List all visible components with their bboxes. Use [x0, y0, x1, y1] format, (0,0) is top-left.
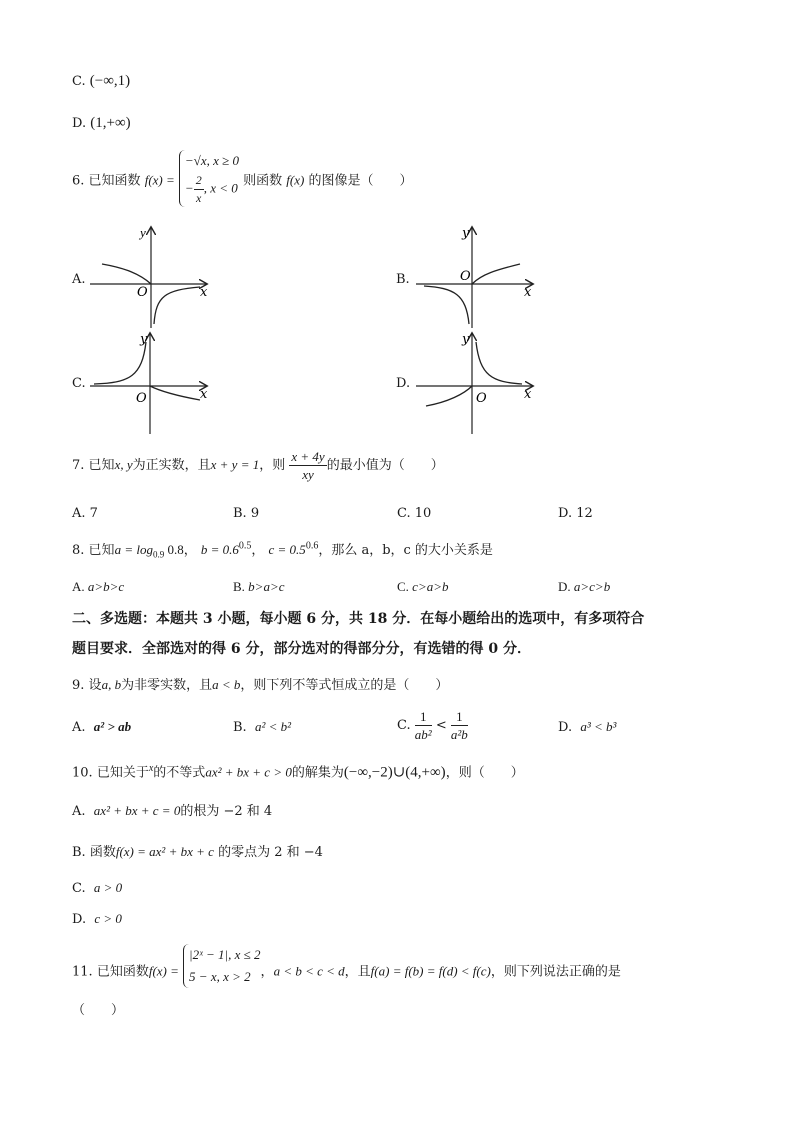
q9-option-b: B. a² < b²	[233, 719, 292, 735]
axis-label-x: x	[200, 387, 208, 402]
q10-option-a: A. ax² + bx + c = 0的根为 −2 和 4	[72, 803, 273, 819]
q10-option-c: C. a > 0	[72, 880, 123, 896]
q9-option-c: C. $\frac{1}{\text{ab²}}$ < $\frac{1}{\text{a²b}}$	[397, 709, 468, 742]
q9-option-a: A. a² > ab	[72, 719, 132, 735]
q7-option-d: D. 12	[558, 506, 593, 521]
q8-option-a: A. a>b>c	[72, 579, 125, 594]
q5-option-d	[72, 114, 131, 133]
q8-option-b: B. b>a>c	[233, 579, 285, 594]
q6-graph-c	[90, 330, 220, 435]
piecewise-definition: −√x, x ≥ 0 − $\frac{2}{x}$ , x < 0	[179, 150, 239, 211]
q8-option-d: D. a>c>b	[558, 579, 611, 594]
q6-option-c-label: C.	[72, 376, 86, 391]
q6-graph-d	[416, 330, 546, 435]
q9-option-d: D. a³ < b³	[558, 719, 617, 735]
axis-label-y: y	[462, 226, 470, 241]
option-label: D.	[72, 116, 87, 131]
section-heading: 二、多选题：本题共 3 小题，每小题 6 分，共 18 分．在每小题给出的选项中，有多项符合	[72, 611, 645, 627]
q6-option-b-label: B.	[396, 272, 410, 287]
q7-stem: 7. 已知x, y为正实数，且x + y = 1，则 $\frac{x + 4y}{xy}$ 的最小值为（ ）	[72, 449, 444, 482]
q9-stem: 9. 设a, b为非零实数，且a < b，则下列不等式恒成立的是（ ）	[72, 677, 449, 693]
option-label: C.	[72, 74, 86, 89]
q7-option-a: A. 7	[72, 506, 98, 521]
curve-right	[150, 386, 200, 400]
q6-option-d-label: D.	[396, 376, 411, 391]
section-instructions: 题目要求．全部选对的得 6 分，部分选对的得部分分，有选错的得 0 分．	[72, 641, 531, 657]
q11-answer-paren: （ ）	[72, 1003, 125, 1018]
axis-label-x: x	[524, 387, 532, 402]
q6-option-a-label: A.	[72, 272, 86, 287]
q6-stem: 6. 已知函数 f(x) = −√x, x ≥ 0 − $\frac{2}{x}$ , x < 0 则函数 f(x) 的图像是（ ）	[72, 150, 413, 211]
curve-left	[424, 286, 469, 324]
curve-right	[154, 287, 200, 324]
fraction: $\frac{x + 4y}{xy}$	[291, 449, 325, 482]
q10-stem: 10. 已知关于$^x$的不等式ax² + bx + c > 0的解集为(−∞,−2)∪(4,+∞)，则（ ）	[72, 763, 524, 781]
q7-option-c: C. 10	[397, 506, 432, 521]
curve-left	[102, 264, 151, 284]
q8-option-c: C. c>a>b	[397, 579, 449, 594]
curve-left	[426, 386, 472, 406]
curve-right	[476, 342, 522, 384]
origin-label: O	[136, 391, 147, 406]
q8-stem: 8. 已知$a = \log_{0.9} 0.8$， $b = 0.6^{0.5}$， $c = 0.5^{0.6}$，那么 a，b，c 的大小关系是	[72, 540, 493, 560]
option-value: (1,+∞)	[90, 115, 131, 131]
option-value: (−∞,1)	[89, 73, 131, 89]
origin-label: O	[137, 285, 148, 300]
axis-label-x: x	[524, 285, 532, 300]
axis-label-y: y	[140, 332, 148, 347]
axis-label-y: y	[462, 332, 470, 347]
q5-option-c	[72, 72, 130, 91]
q11-stem: 11. 已知函数f(x) = |2ˣ − 1|, x ≤ 2 5 − x, x > 2 ，a < b < c < d，且f(a) = f(b) = f(d) < f(c)，则下列说法正确的是	[72, 944, 621, 1000]
origin-label: O	[476, 391, 487, 406]
q10-option-d: D. c > 0	[72, 911, 122, 927]
axis-label-x: x	[200, 285, 208, 300]
q10-option-b: B. 函数f(x) = ax² + bx + c 的零点为 2 和 −4	[72, 844, 323, 860]
origin-label: O	[460, 269, 471, 284]
curve-right	[472, 264, 520, 284]
piecewise-definition: |2ˣ − 1|, x ≤ 2 5 − x, x > 2	[183, 944, 261, 1000]
q6-graph-b	[416, 224, 546, 329]
axis-label-y: y	[140, 225, 146, 240]
curve-left	[94, 342, 146, 384]
q6-graph-a	[90, 224, 220, 329]
q7-option-b: B. 9	[233, 506, 260, 521]
